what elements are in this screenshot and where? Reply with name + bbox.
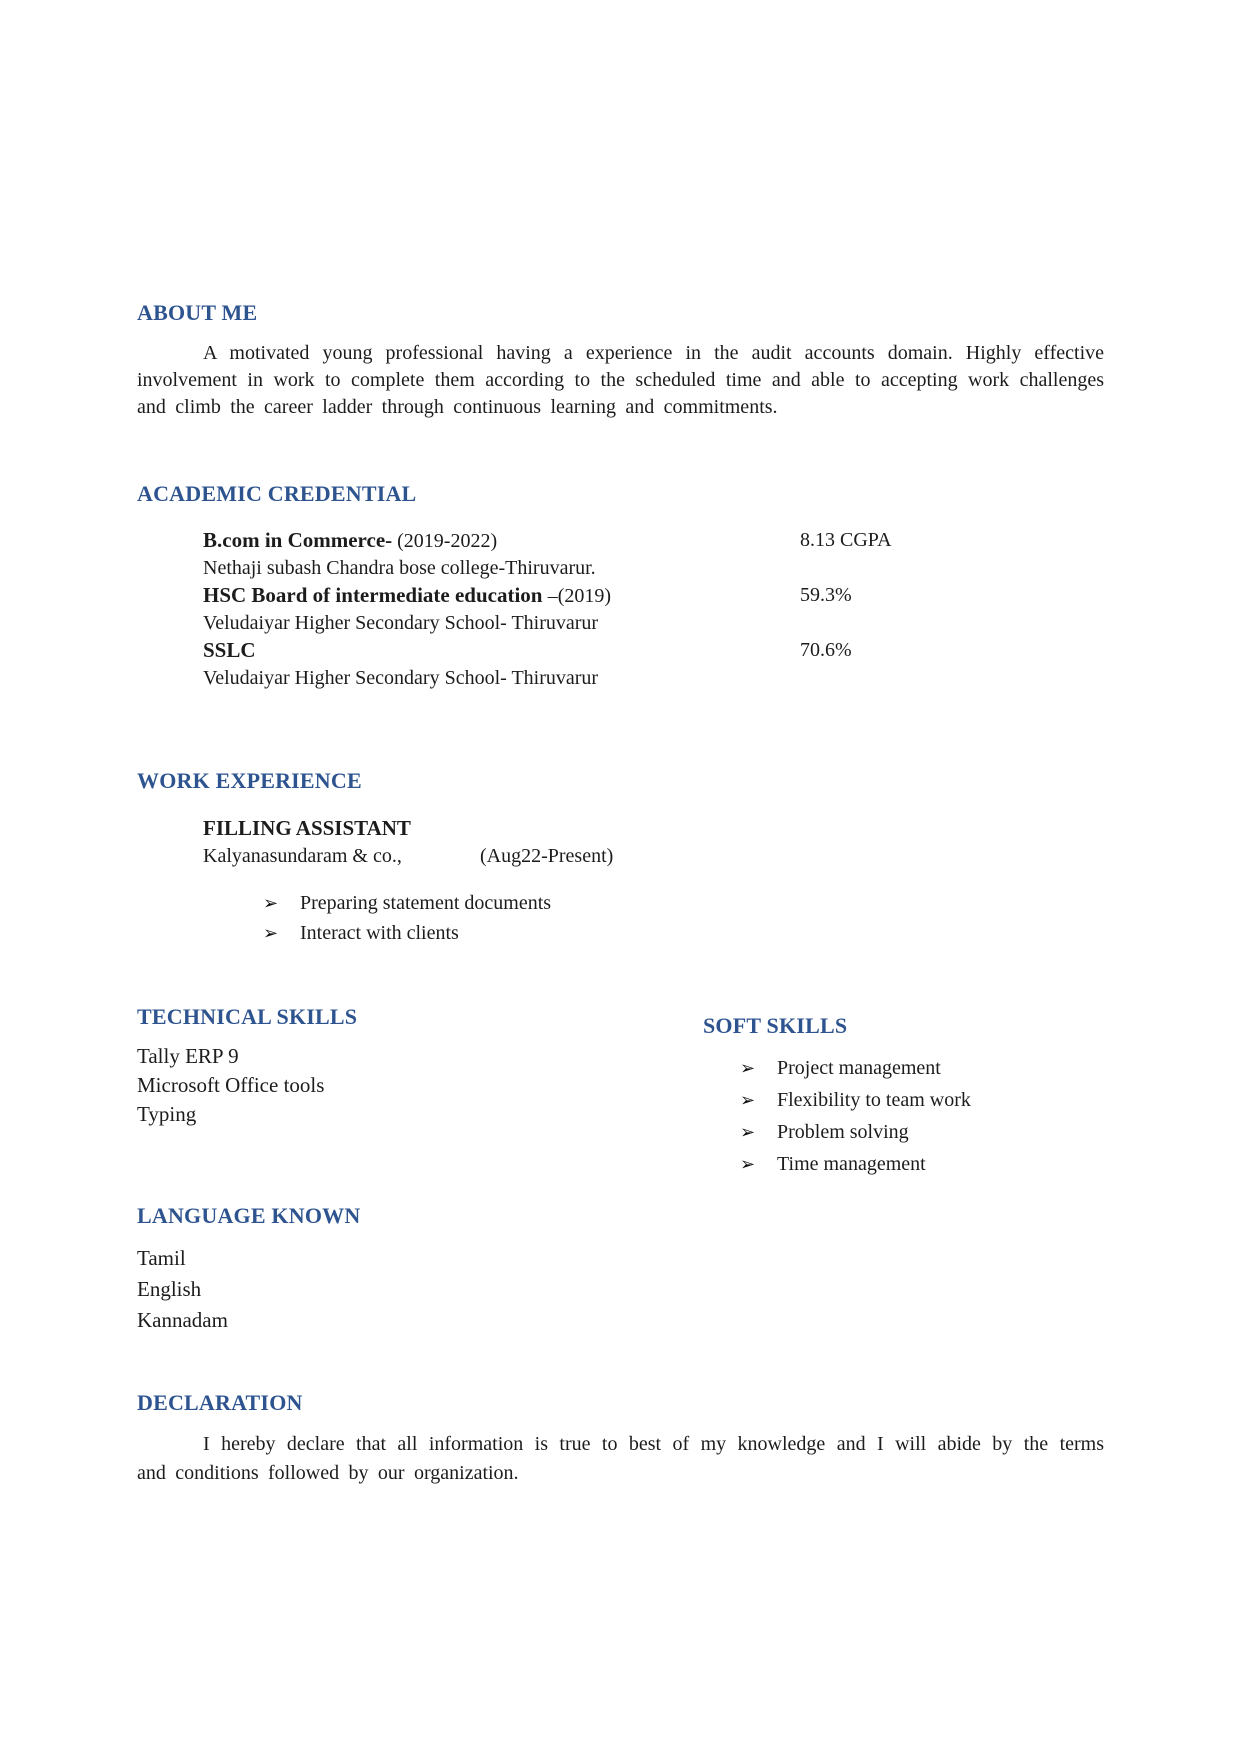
degree-score: 70.6% xyxy=(800,639,852,661)
academic-credential-heading: ACADEMIC CREDENTIAL xyxy=(137,481,417,506)
language-item: Tamil xyxy=(137,1246,186,1270)
declaration-heading: DECLARATION xyxy=(137,1390,303,1415)
degree-score: 59.3% xyxy=(800,584,852,606)
technical-skills-heading: TECHNICAL SKILLS xyxy=(137,1004,358,1029)
declaration-paragraph: I hereby declare that all information is true to best of my knowledge and I will abide by the terms and conditions followed by our organization. xyxy=(137,1433,1104,1484)
job-duty-text: Interact with clients xyxy=(300,922,459,944)
soft-skill-text: Problem solving xyxy=(777,1121,909,1143)
education-entry-title xyxy=(203,527,1104,555)
education-entry-institution: Veludaiyar Higher Secondary School- Thiruvarur xyxy=(203,667,599,689)
soft-skills-heading: SOFT SKILLS xyxy=(703,1013,848,1038)
job-duty-text: Preparing statement documents xyxy=(300,892,552,914)
about-me-paragraph: A motivated young professional having a experience in the audit accounts domain. Highly effective involvement in work to complete them according to the scheduled time and able to accepting work challenges and climb the career ladder through continuous learning and commitments. xyxy=(137,342,1104,418)
soft-skill-text: Project management xyxy=(777,1057,941,1079)
about-me-heading: ABOUT ME xyxy=(137,300,258,325)
soft-skill-item xyxy=(740,1116,971,1148)
job-company-line xyxy=(203,842,1104,870)
arrow-bullet-icon: ➢ xyxy=(263,923,279,943)
degree-name: B.com in Commerce- xyxy=(203,528,393,552)
arrow-bullet-icon: ➢ xyxy=(263,893,279,913)
language-item: Kannadam xyxy=(137,1308,228,1332)
education-entry-title xyxy=(203,637,1104,665)
job-duty-item xyxy=(263,888,551,918)
technical-skill-item: Typing xyxy=(137,1102,197,1126)
education-entry-title xyxy=(203,582,1104,610)
language-item: English xyxy=(137,1277,202,1301)
job-duties-list xyxy=(263,888,551,948)
arrow-bullet-icon: ➢ xyxy=(740,1058,756,1078)
job-period: (Aug22-Present) xyxy=(480,845,614,867)
degree-name: SSLC xyxy=(203,638,256,662)
degree-name: HSC Board of intermediate education xyxy=(203,583,548,607)
job-entry xyxy=(203,814,1104,870)
soft-skill-text: Time management xyxy=(777,1153,926,1175)
technical-skill-item: Microsoft Office tools xyxy=(137,1073,325,1097)
soft-skill-item xyxy=(740,1148,971,1180)
job-duty-item xyxy=(263,918,551,948)
arrow-bullet-icon: ➢ xyxy=(740,1154,756,1174)
education-entry-institution: Nethaji subash Chandra bose college-Thiruvarur. xyxy=(203,557,596,579)
job-title: FILLING ASSISTANT xyxy=(203,816,411,840)
degree-years: –(2019) xyxy=(547,585,612,607)
soft-skill-text: Flexibility to team work xyxy=(777,1089,971,1111)
degree-years: (2019-2022) xyxy=(392,530,498,552)
soft-skill-item xyxy=(740,1052,971,1084)
education-list xyxy=(203,527,1104,692)
job-company: Kalyanasundaram & co., xyxy=(203,845,402,867)
technical-skill-item: Tally ERP 9 xyxy=(137,1044,239,1068)
education-entry-institution: Veludaiyar Higher Secondary School- Thiruvarur xyxy=(203,612,599,634)
language-known-heading: LANGUAGE KNOWN xyxy=(137,1203,361,1228)
soft-skill-item xyxy=(740,1084,971,1116)
arrow-bullet-icon: ➢ xyxy=(740,1122,756,1142)
technical-skills-list xyxy=(137,1042,324,1129)
degree-score: 8.13 CGPA xyxy=(800,529,892,551)
language-list xyxy=(137,1243,228,1336)
arrow-bullet-icon: ➢ xyxy=(740,1090,756,1110)
page-content xyxy=(137,0,1104,1755)
soft-skills-list xyxy=(740,1052,971,1180)
work-experience-heading: WORK EXPERIENCE xyxy=(137,768,362,793)
